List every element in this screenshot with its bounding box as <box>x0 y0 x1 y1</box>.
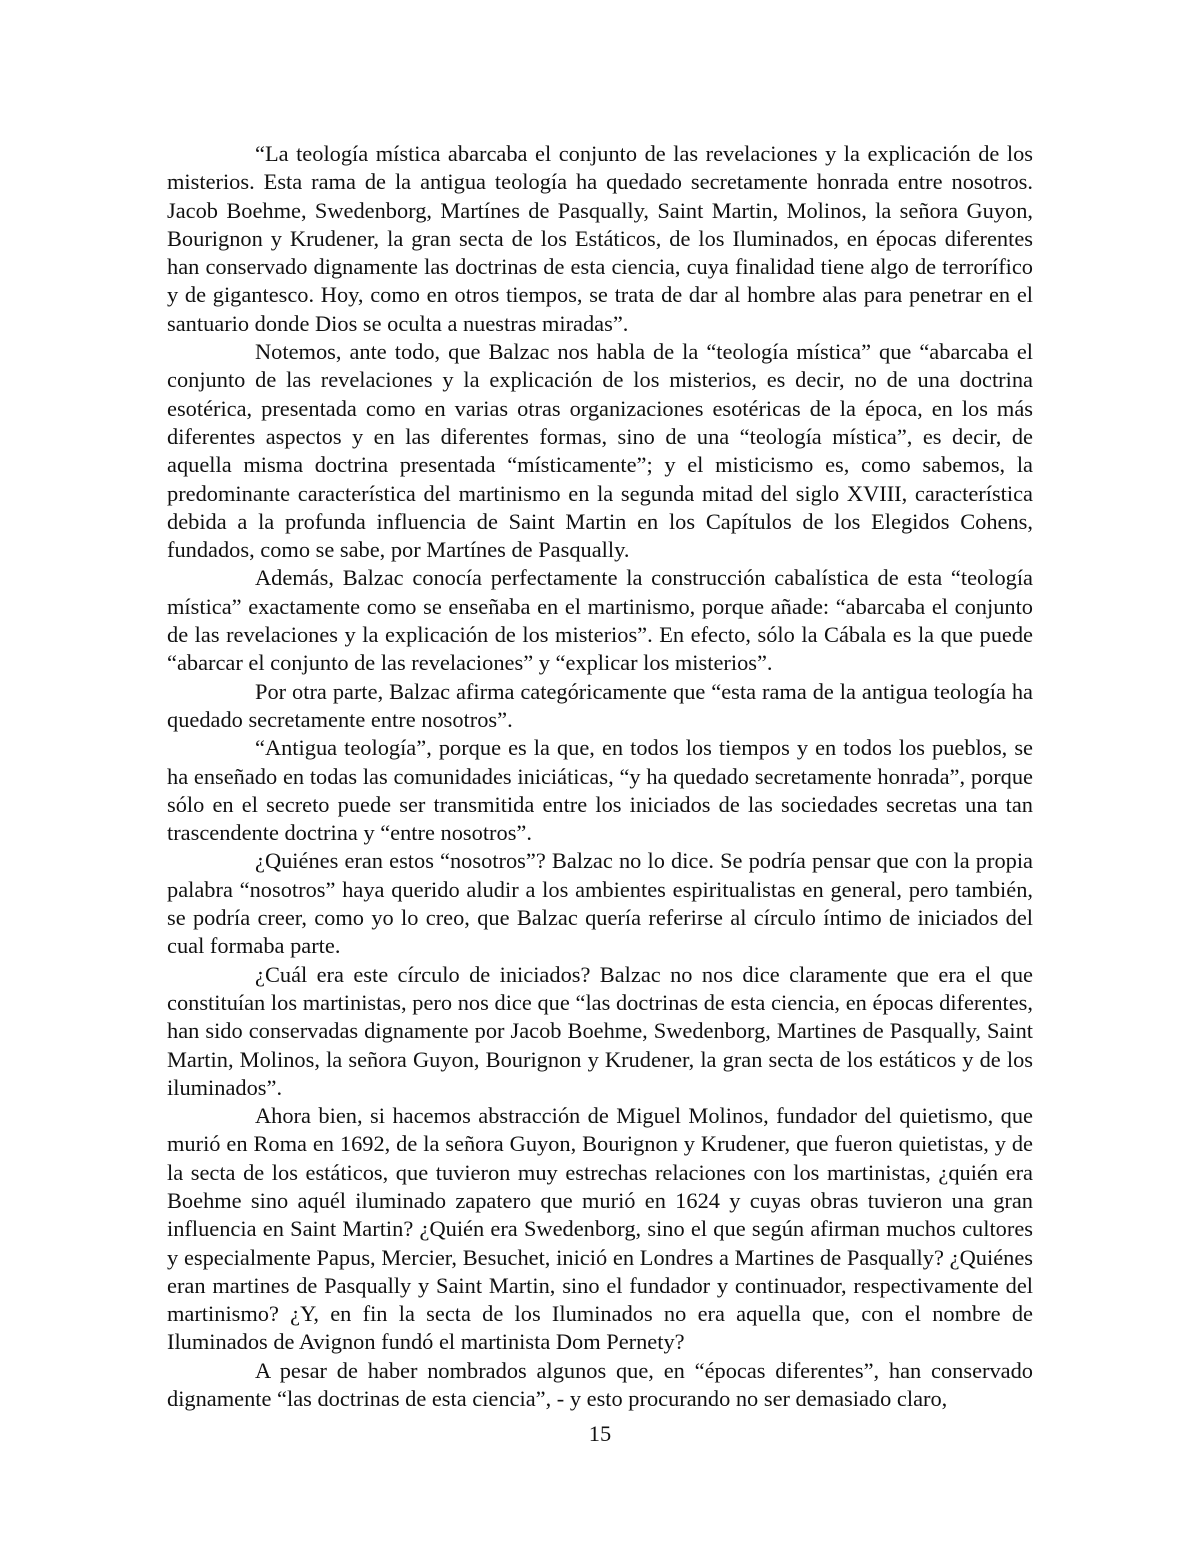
paragraph-3: Además, Balzac conocía perfectamente la construcción cabalística de esta “teología mística” exactamente como se enseñaba en el martinismo, porque añade: “abarcaba el conjunto de las revelaciones y la explicación de los misterios”. En efecto, sólo la Cábala es la que puede “abarcar el conjunto de las revelaciones” y “explicar los misterios”. <box>167 565 1033 676</box>
paragraph-8: Ahora bien, si hacemos abstracción de Miguel Molinos, fundador del quietismo, que murió en Roma en 1692, de la señora Guyon, Bourignon y Krudener, que fueron quietistas, y de la secta de los estáticos, que tuvieron muy estrechas relaciones con los martinistas, ¿quién era Boehme sino aquél iluminado zapatero que murió en 1624 y cuyas obras tuvieron una gran influencia en Saint Martin? ¿Quién era Swedenborg, sino el que según afirman muchos cultores y especialmente Papus, Mercier, Besuchet, inició en Londres a Martines de Pasqually? ¿Quiénes eran martines de Pasqually y Saint Martin, sino el fundador y continuador, respectivamente del martinismo? ¿Y, en fin la secta de los Iluminados no era aquella que, con el nombre de Iluminados de Avignon fundó el martinista Dom Pernety? <box>167 1103 1033 1355</box>
paragraph-1: “La teología mística abarcaba el conjunto de las revelaciones y la explicación de los misterios. Esta rama de la antigua teología ha quedado secretamente honrada entre nosotros. Jacob Boehme, Swedenborg, Martínes de Pasqually, Saint Martin, Molinos, la señora Guyon, Bourignon y Krudener, la gran secta de los Estáticos, de los Iluminados, en épocas diferentes han conservado dignamente las doctrinas de esta ciencia, cuya finalidad tiene algo de terrorífico y de gigantesco. Hoy, como en otros tiempos, se trata de dar al hombre alas para penetrar en el santuario donde Dios se oculta a nuestras miradas”. <box>167 141 1033 336</box>
paragraph-2: Notemos, ante todo, que Balzac nos habla de la “teología mística” que “abarcaba el conjunto de las revelaciones y la explicación de los misterios, es decir, no de una doctrina esotérica, presentada como en varias otras organizaciones esotéricas de la época, en los más diferentes aspectos y en las diferentes formas, sino de una “teología mística”, es decir, de aquella misma doctrina presentada “místicamente”; y el misticismo es, como sabemos, la predominante característica del martinismo en la segunda mitad del siglo XVIII, característica debida a la profunda influencia de Saint Martin en los Capítulos de los Elegidos Cohens, fundados, como se sabe, por Martínes de Pasqually. <box>167 339 1033 563</box>
paragraph-6: ¿Quiénes eran estos “nosotros”? Balzac no lo dice. Se podría pensar que con la propia palabra “nosotros” haya querido aludir a los ambientes espiritualistas en general, pero también, se podría creer, como yo lo creo, que Balzac quería referirse al círculo íntimo de iniciados del cual formaba parte. <box>167 848 1033 959</box>
paragraph-7: ¿Cuál era este círculo de iniciados? Balzac no nos dice claramente que era el que constituían los martinistas, pero nos dice que “las doctrinas de esta ciencia, en épocas diferentes, han sido conservadas dignamente por Jacob Boehme, Swedenborg, Martines de Pasqually, Saint Martin, Molinos, la señora Guyon, Bourignon y Krudener, la gran secta de los estáticos y de los iluminados”. <box>167 961 1033 1100</box>
page-body <box>167 140 1033 1413</box>
paragraph-9: A pesar de haber nombrados algunos que, en “épocas diferentes”, han conservado dignamente “las doctrinas de esta ciencia”, - y esto procurando no ser demasiado claro, <box>167 1357 1033 1412</box>
page-number: 15 <box>588 1421 612 1446</box>
paragraph-5: “Antigua teología”, porque es la que, en todos los tiempos y en todos los pueblos, se ha enseñado en todas las comunidades iniciáticas, “y ha quedado secretamente honrada”, porque sólo en el secreto puede ser transmitida entre los iniciados de las sociedades secretas una tan trascendente doctrina y “entre nosotros”. <box>167 735 1033 846</box>
paragraph-4: Por otra parte, Balzac afirma categóricamente que “esta rama de la antigua teología ha quedado secretamente entre nosotros”. <box>167 678 1033 732</box>
